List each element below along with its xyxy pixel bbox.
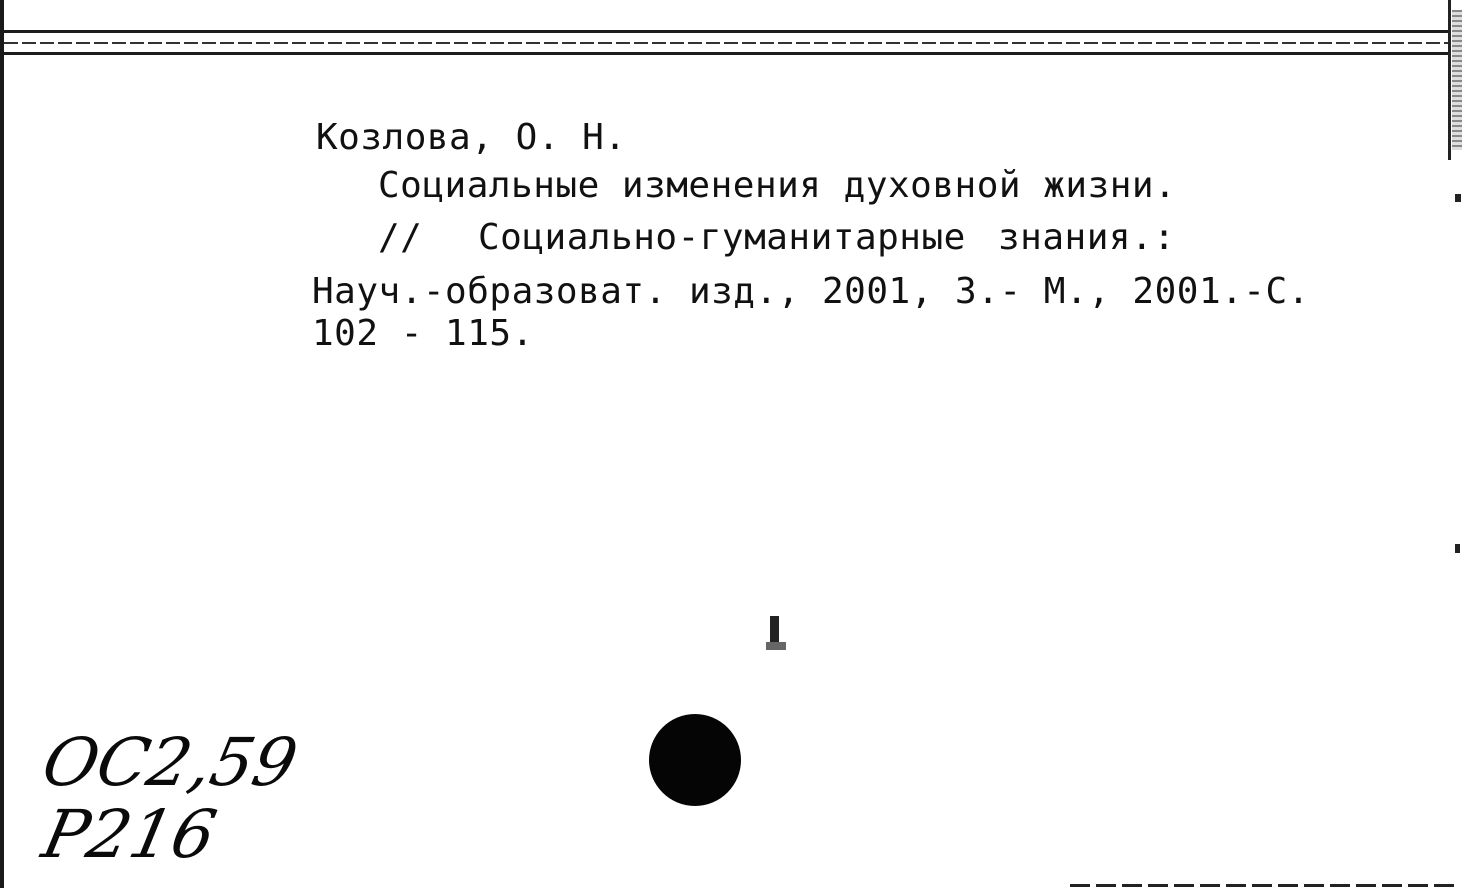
punch-hole <box>649 714 741 806</box>
shelfmark-line-2: Р216 <box>35 796 223 873</box>
journal-suffix: знания.: <box>998 217 1176 258</box>
pages-line: 102 - 115. <box>312 313 534 354</box>
top-rule-bottom <box>4 52 1448 55</box>
ink-speck <box>770 616 779 642</box>
source-prefix: // <box>378 217 423 258</box>
publication-line: Науч.-образоват. изд., 2001, 3.- М., 2001.-С. <box>312 271 1310 312</box>
source-line <box>378 218 1175 258</box>
card-right-border <box>1448 0 1451 160</box>
top-rule <box>4 30 1448 33</box>
journal-title: Социально-гуманитарные <box>478 217 966 258</box>
top-rule-dashed <box>4 42 1448 44</box>
card-left-border <box>0 0 4 888</box>
bottom-rule <box>1070 884 1460 887</box>
edge-mark <box>1455 544 1460 553</box>
ink-speck <box>766 642 786 650</box>
shelfmark-line-1: ОС2,59 <box>35 724 304 801</box>
author-line: Козлова, О. Н. <box>316 117 627 158</box>
card-edge-strip <box>1452 10 1462 150</box>
title-line: Социальные изменения духовной жизни. <box>378 165 1177 206</box>
edge-mark <box>1455 194 1461 202</box>
